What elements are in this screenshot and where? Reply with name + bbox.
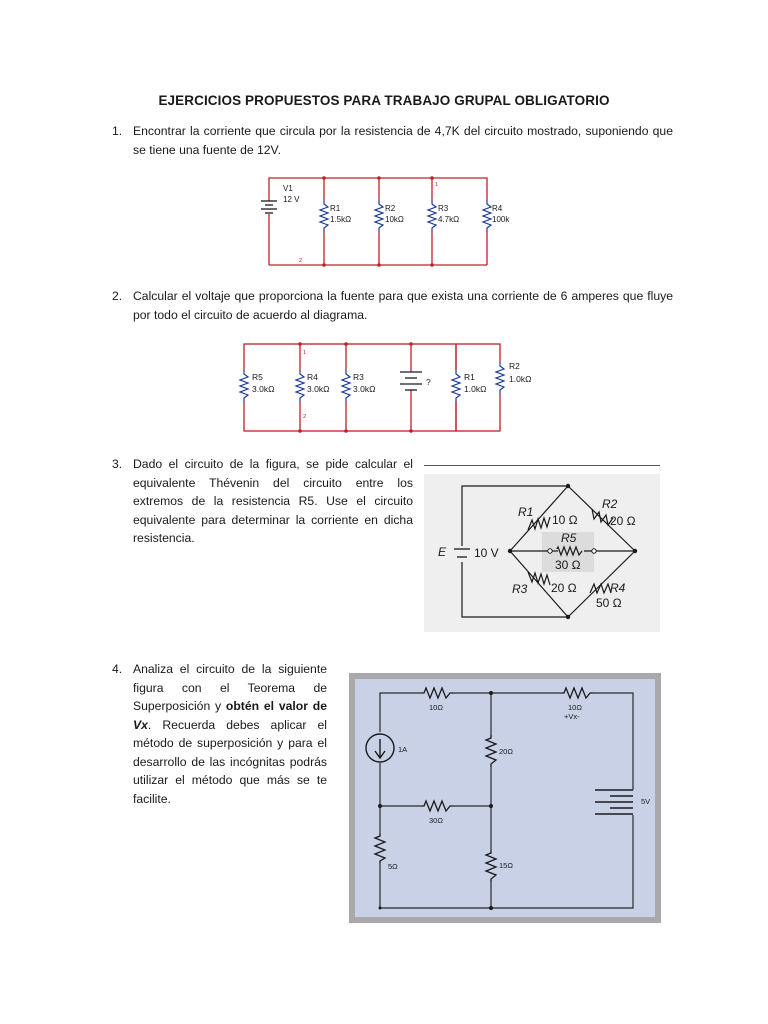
question-text-bold: obtén el valor de [225, 699, 327, 713]
resistor-value: 50 Ω [596, 596, 622, 610]
resistor-value: 15Ω [499, 861, 513, 870]
source-value: 10 V [474, 546, 499, 560]
circuit-diagram-2 [236, 338, 536, 438]
source-value: 12 V [283, 195, 300, 204]
resistor-name: R5 [252, 372, 263, 382]
vx-label: +Vx- [564, 712, 580, 721]
source-name: V1 [283, 184, 293, 193]
resistor-name: R2 [385, 204, 396, 213]
resistor-value: 1.5kΩ [330, 215, 352, 224]
question-2 [112, 287, 673, 324]
resistor-name: R4 [610, 581, 626, 595]
question-number: 2. [112, 289, 123, 303]
battery-icon [261, 201, 277, 213]
resistor-value: 20 Ω [610, 514, 636, 528]
question-4 [112, 660, 327, 808]
resistor-value: 20Ω [499, 747, 513, 756]
question-text: Encontrar la corriente que circula por la resistencia de 4,7K del circuito mostrado, suponiendo que se tiene una fuente de 12V. [133, 124, 673, 157]
resistor-value: 4.7kΩ [438, 215, 460, 224]
resistor-value: 20 Ω [551, 581, 577, 595]
question-1 [112, 122, 673, 159]
resistor-value: 10Ω [568, 703, 582, 712]
resistor-name: R4 [492, 204, 503, 213]
circuit-diagram-3 [424, 462, 660, 632]
resistor-value: 100k [492, 215, 510, 224]
question-text: Calcular el voltaje que proporciona la fuente para que exista una corriente de 6 amperes que fluye por todo el circuito de acuerdo al diagrama. [133, 289, 673, 322]
resistor-icons [240, 362, 504, 402]
question-text: Dado el circuito de la figura, se pide calcular el equivalente Thévenin del circuito entre los extremos de la resistencia R5. Use el circuito equivalente para determinar la corriente en dicha resistencia. [133, 457, 413, 545]
node-label: 1 [435, 182, 439, 188]
node-label: 1 [303, 350, 307, 356]
source-name: E [438, 545, 447, 559]
question-number: 4. [112, 662, 123, 676]
resistor-value: 3.0kΩ [353, 384, 376, 394]
resistor-name: R3 [512, 582, 528, 596]
question-number: 3. [112, 457, 123, 471]
voltage-source-label: 5V [641, 797, 651, 806]
source-value: ? [426, 377, 431, 387]
resistor-name: R5 [561, 531, 577, 545]
resistor-name: R1 [330, 204, 341, 213]
resistor-name: R3 [353, 372, 364, 382]
circuit-diagram-4 [349, 673, 661, 923]
current-source-label: 1A [398, 745, 408, 754]
resistor-value: 10Ω [429, 703, 443, 712]
node-label: 2 [299, 258, 303, 264]
resistor-value: 30 Ω [555, 558, 581, 572]
resistor-name: R2 [509, 361, 520, 371]
resistor-name: R4 [307, 372, 318, 382]
resistor-name: R1 [464, 372, 475, 382]
resistor-name: R1 [518, 505, 534, 519]
resistor-value: 10kΩ [385, 215, 404, 224]
resistor-value: 5Ω [388, 862, 398, 871]
variable-vx: Vx [133, 717, 148, 732]
resistor-name: R2 [602, 497, 618, 511]
question-number: 1. [112, 124, 123, 138]
circuit-diagram-1 [255, 170, 515, 270]
resistor-value: 1.0kΩ [464, 384, 487, 394]
resistor-value: 3.0kΩ [307, 384, 330, 394]
resistor-name: R3 [438, 204, 449, 213]
page-title: EJERCICIOS PROPUESTOS PARA TRABAJO GRUPAL OBLIGATORIO [158, 93, 610, 108]
battery-icon [400, 372, 422, 390]
resistor-value: 30Ω [429, 816, 443, 825]
node-label: 2 [303, 414, 307, 420]
resistor-value: 10 Ω [552, 513, 578, 527]
question-text-a: Analiza el circuito de la siguiente figura con el Teorema de Superposición y [133, 662, 327, 713]
question-text-b: . Recuerda debes aplicar el método de superposición y para el desarrollo de las incógnitas podrás utilizar el método que más se te facilite. [133, 717, 327, 806]
resistor-value: 1.0kΩ [509, 374, 532, 384]
question-3 [112, 455, 413, 548]
resistor-value: 3.0kΩ [252, 384, 275, 394]
